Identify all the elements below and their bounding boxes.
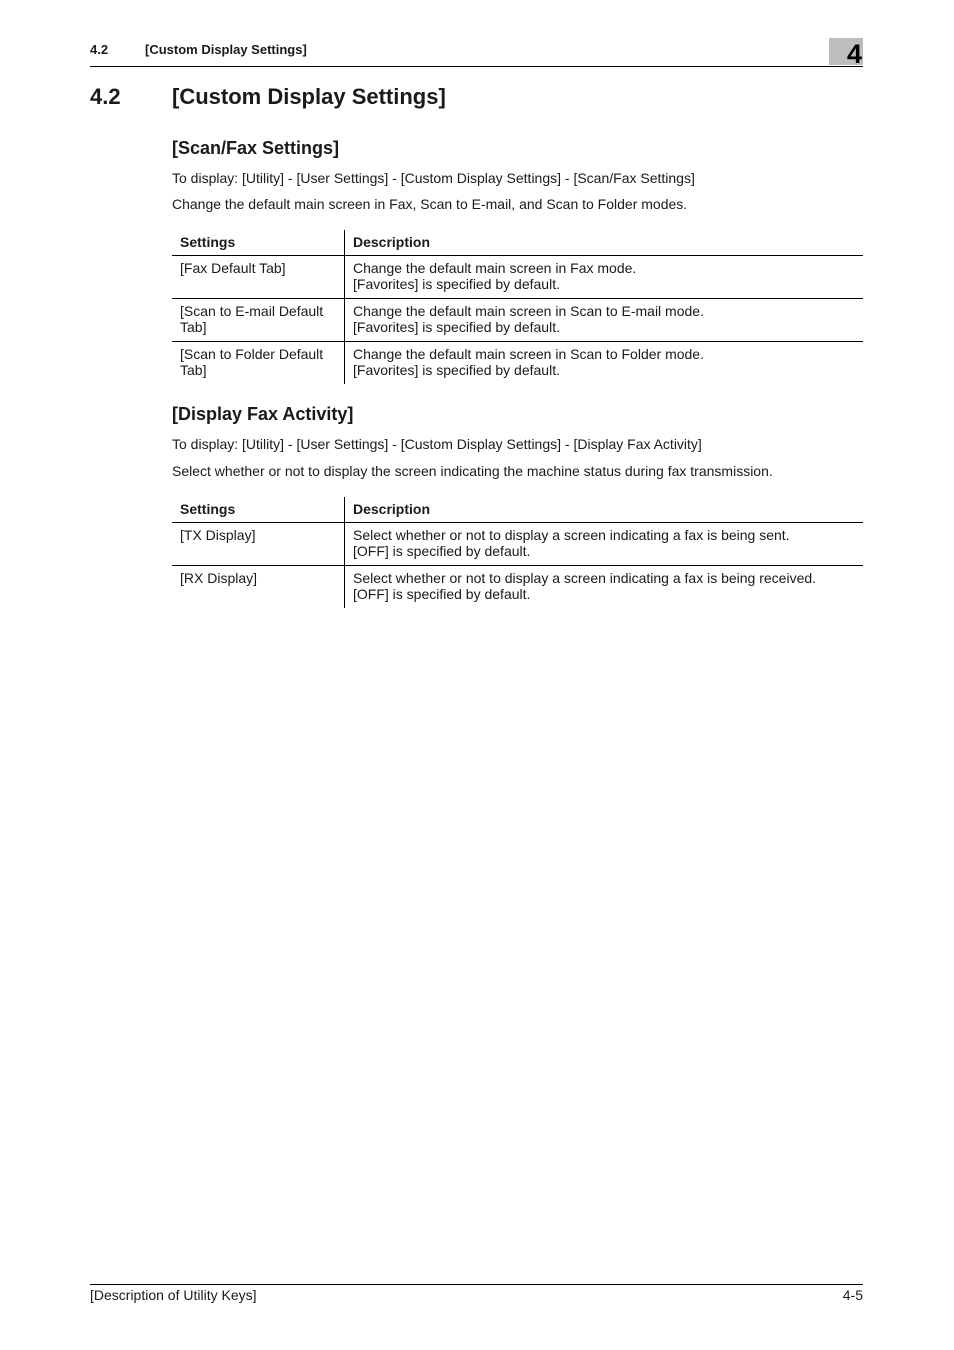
chapter-tab	[829, 38, 863, 69]
chapter-number: 4	[846, 39, 862, 69]
setting-name: [Scan to E-mail Default	[180, 303, 324, 319]
header-section-title: [Custom Display Settings]	[145, 42, 307, 57]
table-row	[172, 566, 863, 609]
column-header-description: Description	[345, 230, 864, 256]
setting-name: [Scan to Folder Default	[180, 346, 324, 362]
table-header-row	[172, 230, 863, 256]
table-row	[172, 342, 863, 385]
description-line: Select whether or not to display a screen indicating a fax is being sent.	[353, 527, 790, 543]
setting-name-cont: Tab]	[180, 362, 207, 378]
intro-text-scan-fax: Change the default main screen in Fax, Scan to E-mail, and Scan to Folder modes.	[172, 196, 688, 212]
description-cell	[345, 342, 864, 385]
description-cell	[345, 523, 864, 566]
description-line: Change the default main screen in Scan to Folder mode.	[353, 346, 704, 362]
setting-name: [RX Display]	[180, 570, 258, 586]
table-row	[172, 256, 863, 299]
setting-name-cont: Tab]	[180, 319, 207, 335]
default-line: [OFF] is specified by default.	[353, 543, 531, 559]
setting-cell	[172, 342, 345, 385]
description-cell	[345, 566, 864, 609]
description-cell	[345, 299, 864, 342]
settings-table-scan-fax	[172, 230, 863, 384]
footer-chapter-title: [Description of Utility Keys]	[90, 1287, 257, 1303]
table-row	[172, 523, 863, 566]
default-line: [Favorites] is specified by default.	[353, 276, 560, 292]
header-section-number: 4.2	[90, 42, 109, 57]
default-line: [Favorites] is specified by default.	[353, 319, 560, 335]
intro-text-display-fax: Select whether or not to display the screen indicating the machine status during fax transmission.	[172, 463, 773, 479]
page-title	[90, 84, 446, 110]
subheading-display-fax-activity: [Display Fax Activity]	[172, 404, 354, 424]
path-text-scan-fax: To display: [Utility] - [User Settings] - [Custom Display Settings] - [Scan/Fax Settings]	[172, 170, 695, 186]
column-header-settings: Settings	[172, 497, 345, 523]
setting-cell	[172, 299, 345, 342]
setting-cell	[172, 566, 345, 609]
table-row	[172, 299, 863, 342]
default-line: [OFF] is specified by default.	[353, 586, 531, 602]
table-header-row	[172, 497, 863, 523]
column-header-settings: Settings	[172, 230, 345, 256]
running-header	[90, 42, 863, 67]
description-line: Select whether or not to display a screen indicating a fax is being received.	[353, 570, 817, 586]
setting-name: [Fax Default Tab]	[180, 260, 286, 276]
column-header-description: Description	[345, 497, 864, 523]
running-footer	[90, 1284, 863, 1303]
default-line: [Favorites] is specified by default.	[353, 362, 560, 378]
description-line: Change the default main screen in Scan to E-mail mode.	[353, 303, 704, 319]
setting-name: [TX Display]	[180, 527, 256, 543]
description-line: Change the default main screen in Fax mode.	[353, 260, 637, 276]
settings-table-display-fax	[172, 497, 863, 608]
path-text-display-fax: To display: [Utility] - [User Settings] - [Custom Display Settings] - [Display Fax Activity]	[172, 436, 702, 452]
description-cell	[345, 256, 864, 299]
page-title-text: [Custom Display Settings]	[172, 84, 446, 109]
setting-cell	[172, 256, 345, 299]
setting-cell	[172, 523, 345, 566]
subheading-scan-fax-settings: [Scan/Fax Settings]	[172, 138, 340, 158]
page-number: 4-5	[842, 1287, 863, 1303]
page-title-number: 4.2	[90, 84, 121, 109]
